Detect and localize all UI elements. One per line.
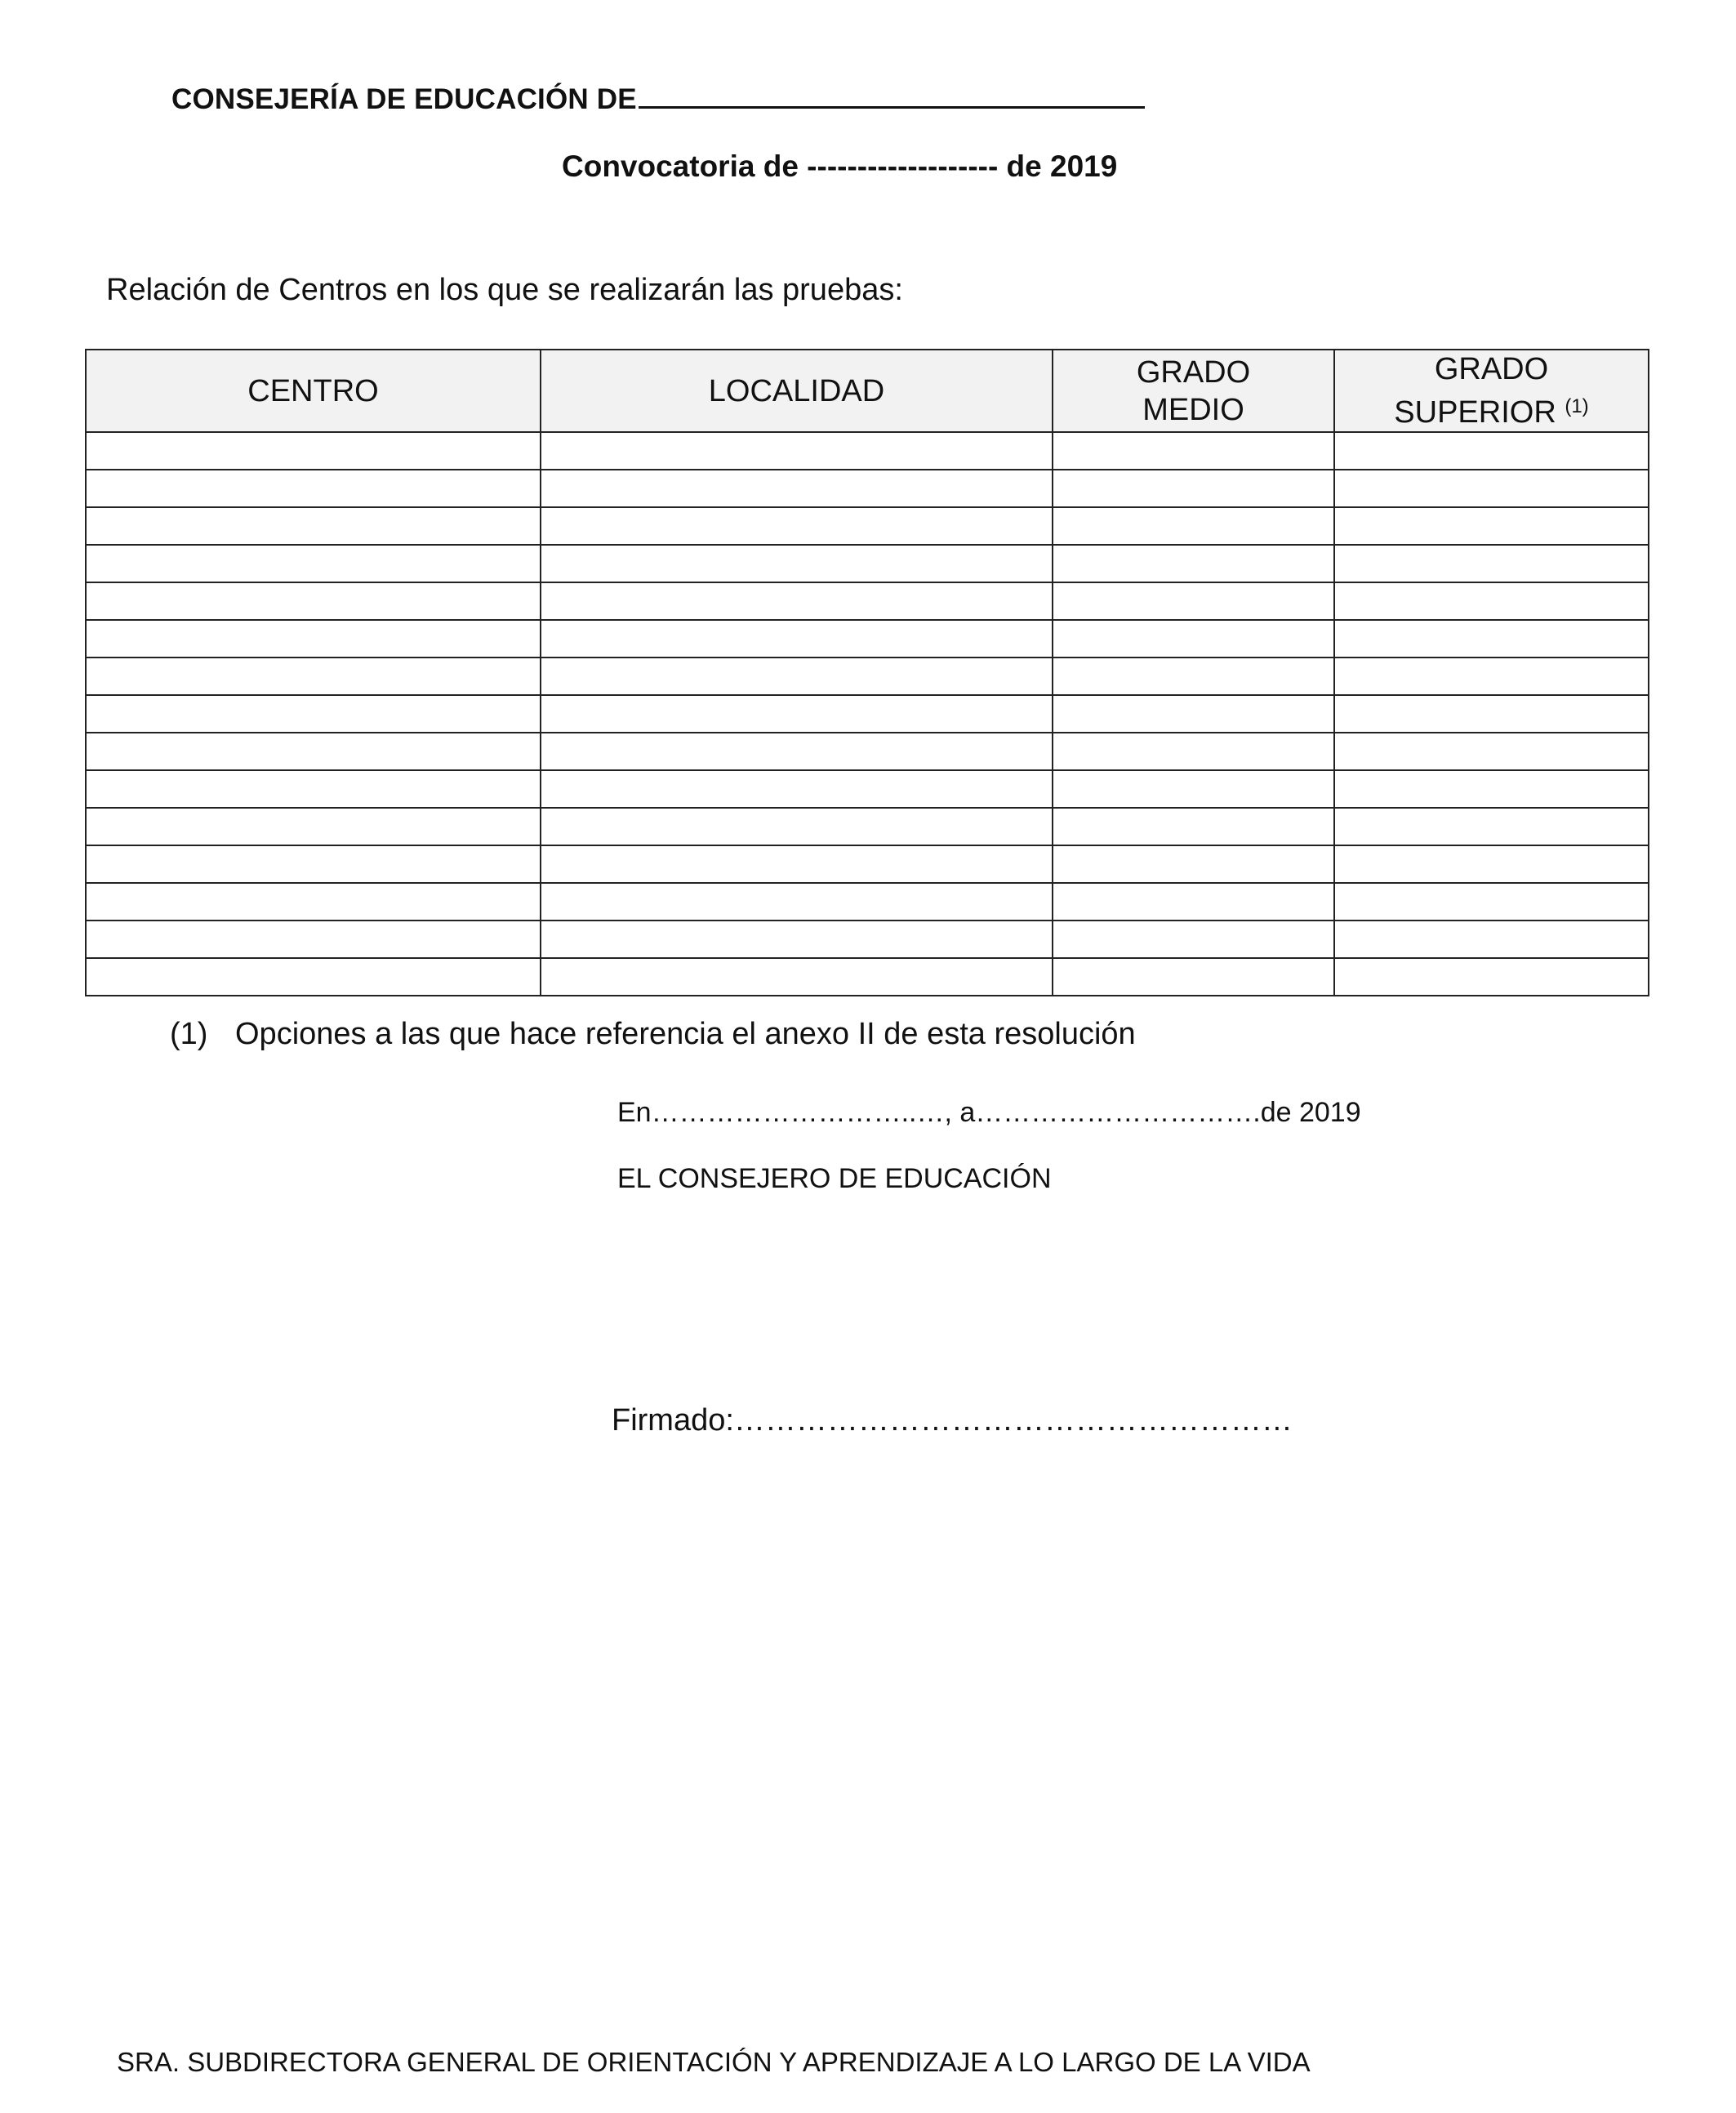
cell-localidad[interactable] <box>541 620 1053 658</box>
intro-text: Relación de Centros en los que se realizarán las pruebas: <box>106 273 903 307</box>
signature-line: Firmado:……………………………………………… <box>612 1403 1293 1438</box>
table-row <box>86 620 1649 658</box>
header-centro: CENTRO <box>86 350 541 432</box>
cell-centro[interactable] <box>86 958 541 996</box>
table-row <box>86 545 1649 582</box>
cell-localidad[interactable] <box>541 582 1053 620</box>
cell-grado-superior[interactable] <box>1334 658 1649 695</box>
header-grado-medio-line1: GRADO <box>1136 354 1251 390</box>
cell-grado-superior[interactable] <box>1334 883 1649 921</box>
cell-grado-medio[interactable] <box>1053 507 1334 545</box>
footnote-number: (1) <box>170 1017 208 1051</box>
cell-localidad[interactable] <box>541 695 1053 733</box>
header-grado-superior-line1: GRADO <box>1434 352 1549 386</box>
cell-localidad[interactable] <box>541 545 1053 582</box>
cell-localidad[interactable] <box>541 845 1053 883</box>
cell-localidad[interactable] <box>541 958 1053 996</box>
cell-centro[interactable] <box>86 582 541 620</box>
cell-grado-superior[interactable] <box>1334 432 1649 470</box>
centros-table <box>85 349 1649 996</box>
cell-grado-superior[interactable] <box>1334 921 1649 958</box>
table-row <box>86 958 1649 996</box>
cell-localidad[interactable] <box>541 432 1053 470</box>
cell-centro[interactable] <box>86 845 541 883</box>
cell-grado-medio[interactable] <box>1053 470 1334 507</box>
header-localidad: LOCALIDAD <box>541 350 1053 432</box>
header-grado-medio-line2: MEDIO <box>1142 392 1244 427</box>
header-grado-superior-footnote: (1) <box>1565 395 1589 417</box>
table-row <box>86 770 1649 808</box>
cell-grado-superior[interactable] <box>1334 733 1649 770</box>
cell-centro[interactable] <box>86 545 541 582</box>
cell-grado-medio[interactable] <box>1053 921 1334 958</box>
cell-grado-medio[interactable] <box>1053 808 1334 845</box>
cell-grado-medio[interactable] <box>1053 695 1334 733</box>
table-row <box>86 733 1649 770</box>
cell-centro[interactable] <box>86 770 541 808</box>
cell-centro[interactable] <box>86 695 541 733</box>
cell-localidad[interactable] <box>541 883 1053 921</box>
cell-grado-medio[interactable] <box>1053 958 1334 996</box>
table-row <box>86 470 1649 507</box>
cell-grado-superior[interactable] <box>1334 582 1649 620</box>
cell-localidad[interactable] <box>541 808 1053 845</box>
cell-localidad[interactable] <box>541 658 1053 695</box>
consejeria-title: CONSEJERÍA DE EDUCACIÓN DE <box>171 83 637 115</box>
cell-grado-medio[interactable] <box>1053 432 1334 470</box>
cell-localidad[interactable] <box>541 770 1053 808</box>
cell-grado-medio[interactable] <box>1053 733 1334 770</box>
cell-grado-medio[interactable] <box>1053 620 1334 658</box>
cell-grado-superior[interactable] <box>1334 845 1649 883</box>
place-date-line: En………………………..…, a………………………….de 2019 <box>617 1097 1361 1128</box>
cell-grado-superior[interactable] <box>1334 770 1649 808</box>
footnote-text: Opciones a las que hace referencia el anexo II de esta resolución <box>235 1017 1136 1051</box>
cell-grado-superior[interactable] <box>1334 507 1649 545</box>
cell-grado-superior[interactable] <box>1334 808 1649 845</box>
footnote <box>170 1017 1136 1052</box>
header-grado-medio <box>1053 350 1334 432</box>
recipient-footer: SRA. SUBDIRECTORA GENERAL DE ORIENTACIÓN Y APRENDIZAJE A LO LARGO DE LA VIDA <box>117 2047 1311 2077</box>
cell-centro[interactable] <box>86 658 541 695</box>
table-row <box>86 507 1649 545</box>
cell-centro[interactable] <box>86 921 541 958</box>
table-row <box>86 582 1649 620</box>
table-body <box>86 432 1649 996</box>
cell-localidad[interactable] <box>541 921 1053 958</box>
cell-grado-medio[interactable] <box>1053 545 1334 582</box>
cell-centro[interactable] <box>86 470 541 507</box>
cell-localidad[interactable] <box>541 470 1053 507</box>
cell-centro[interactable] <box>86 620 541 658</box>
cell-grado-superior[interactable] <box>1334 545 1649 582</box>
table-row <box>86 808 1649 845</box>
cell-centro[interactable] <box>86 507 541 545</box>
cell-localidad[interactable] <box>541 507 1053 545</box>
cell-grado-medio[interactable] <box>1053 770 1334 808</box>
header-grado-superior <box>1334 350 1649 432</box>
cell-grado-superior[interactable] <box>1334 470 1649 507</box>
table-row <box>86 921 1649 958</box>
cell-centro[interactable] <box>86 432 541 470</box>
cell-localidad[interactable] <box>541 733 1053 770</box>
table-row <box>86 883 1649 921</box>
cell-grado-medio[interactable] <box>1053 883 1334 921</box>
table-row <box>86 432 1649 470</box>
cell-centro[interactable] <box>86 733 541 770</box>
table-row <box>86 695 1649 733</box>
table-header-row <box>86 350 1649 432</box>
signatory-role: EL CONSEJERO DE EDUCACIÓN <box>617 1163 1052 1194</box>
convocatoria-title: Convocatoria de ------------------- de 2019 <box>562 149 1118 183</box>
table-row <box>86 845 1649 883</box>
table-row <box>86 658 1649 695</box>
consejeria-header <box>171 80 1145 116</box>
cell-grado-superior[interactable] <box>1334 958 1649 996</box>
cell-grado-superior[interactable] <box>1334 620 1649 658</box>
header-grado-superior-line2: SUPERIOR <box>1394 395 1556 430</box>
cell-grado-medio[interactable] <box>1053 582 1334 620</box>
cell-centro[interactable] <box>86 883 541 921</box>
cell-grado-medio[interactable] <box>1053 845 1334 883</box>
consejeria-blank-line <box>639 80 1145 109</box>
cell-grado-superior[interactable] <box>1334 695 1649 733</box>
cell-centro[interactable] <box>86 808 541 845</box>
cell-grado-medio[interactable] <box>1053 658 1334 695</box>
